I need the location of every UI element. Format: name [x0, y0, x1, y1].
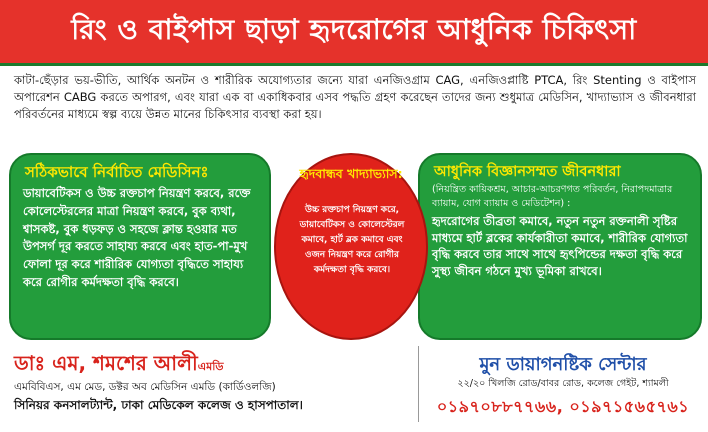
title-banner: [0, 0, 708, 66]
footer-divider: [418, 346, 419, 422]
intro-paragraph: কাটা-ছেঁড়ার ভয়-ভীতি, আর্থিক অনটন ও শারীরিক অযোগ্যতার জন্যে যারা এনজিওগ্রাম CAG, এনজিওপ্লাষ্টি PTCA, রিং Stenting ও বাইপাস অপারেশন CABG করতে অপারগ, এবং যারা এক বা একাধিকবার এসব পদ্ধতি গ্রহণ করেছেন তাদের জন্য শুধুমাত্র মেডিসিন, খাদ্যাভ্যাস ও জীবনধারা পরিবর্তনের মাধ্যমে স্বল্প ব্যয়ে উন্নত মানের চিকিৎসার ব্যবস্থা করা হয়।: [14, 73, 696, 121]
doctor-position: সিনিয়র কনসালট্যান্ট, ঢাকা মেডিকেল কলেজ ও হাসপাতাল।: [14, 398, 303, 412]
lifestyle-text: হৃদরোগের তীব্রতা কমাবে, নতুন নতুন রক্তনালী সৃষ্টির মাধ্যমে হার্ট ব্লকের কার্যকারীতা কমাবে, শারীরিক যোগ্যতা বৃদ্ধি করবে তার সাথে সাথে হৃৎপিন্ডের দক্ষতা বৃদ্ধি করে সুস্থ্য জীবন গঠনে মুখ্য ভূমিকা রাখবে।: [432, 214, 688, 278]
lifestyle-subtitle: (নিয়ন্ত্রিত কায়িকশ্রম, আচার-আচরণগত পরিবর্তন, নিরাপদমাত্রার ব্যায়াম, যোগ ব্যায়াম ও মেডিটেশন) :: [432, 184, 673, 209]
banner-title: রিং ও বাইপাস ছাড়া হৃদরোগের আধুনিক চিকিৎসা: [71, 13, 637, 46]
medicine-box: [9, 153, 271, 340]
medicine-text: ডায়াবেটিকস ও উচ্চ রক্তচাপ নিয়ন্ত্রণ করবে, রক্তে কোলেস্টেরলের মাত্রা নিয়ন্ত্রণ করবে, বুক ব্যথা, শ্বাসকষ্ট, বুক ধড়ফড় ও সহজে ক্লান্ত হওয়ার মত উপসর্গ দূর করতে সাহায্য করবে এবং হাত-পা-মুখ ফোলা দূর করে শারীরিক যোগ্যতা বৃদ্ধিতে সাহায্য করে রোগীর কর্মদক্ষতা বৃদ্ধি করবে।: [23, 186, 251, 289]
center-phones: ০১৯৭০৮৮৭৭৬৬, ০১৯৭১৫৬৫৭৬১: [436, 397, 690, 416]
center-address: ২২/২০ খিলজি রোড/বাবর রোড, কলেজ গেইট, শ্যামলী: [457, 378, 669, 389]
center-name: মুন ডায়াগনষ্টিক সেন্টার: [479, 354, 647, 375]
doctor-degree: এমডি: [197, 360, 224, 373]
diet-title: হৃদবান্ধব খাদ্যাভ্যাস:: [299, 166, 403, 181]
medicine-title: সঠিকভাবে নির্বাচিত মেডিসিনঃ: [25, 163, 209, 181]
diet-oval: [274, 153, 428, 340]
doctor-qualifications: এমবিবিএস, এম মেড, ডক্টর অব মেডিসিন এমডি (কার্ডিওলজি): [14, 381, 276, 393]
doctor-name-line: [14, 349, 414, 382]
lifestyle-title: আধুনিক বিজ্ঞানসম্মত জীবনধারা: [434, 164, 621, 180]
doctor-name: ডাঃ এম, শমশের আলী: [14, 351, 198, 375]
lifestyle-box: [418, 153, 702, 340]
diet-text: উচ্চ রক্তচাপ নিয়ন্ত্রণ করে, ডায়াবেটিকস ও কোলেস্টেরল কমাবে, হার্ট ব্লক কমাবে এবং ওজন নিয়ন্ত্রণ করে রোগীর কর্মদক্ষতা বৃদ্ধি করবে।: [299, 205, 405, 275]
